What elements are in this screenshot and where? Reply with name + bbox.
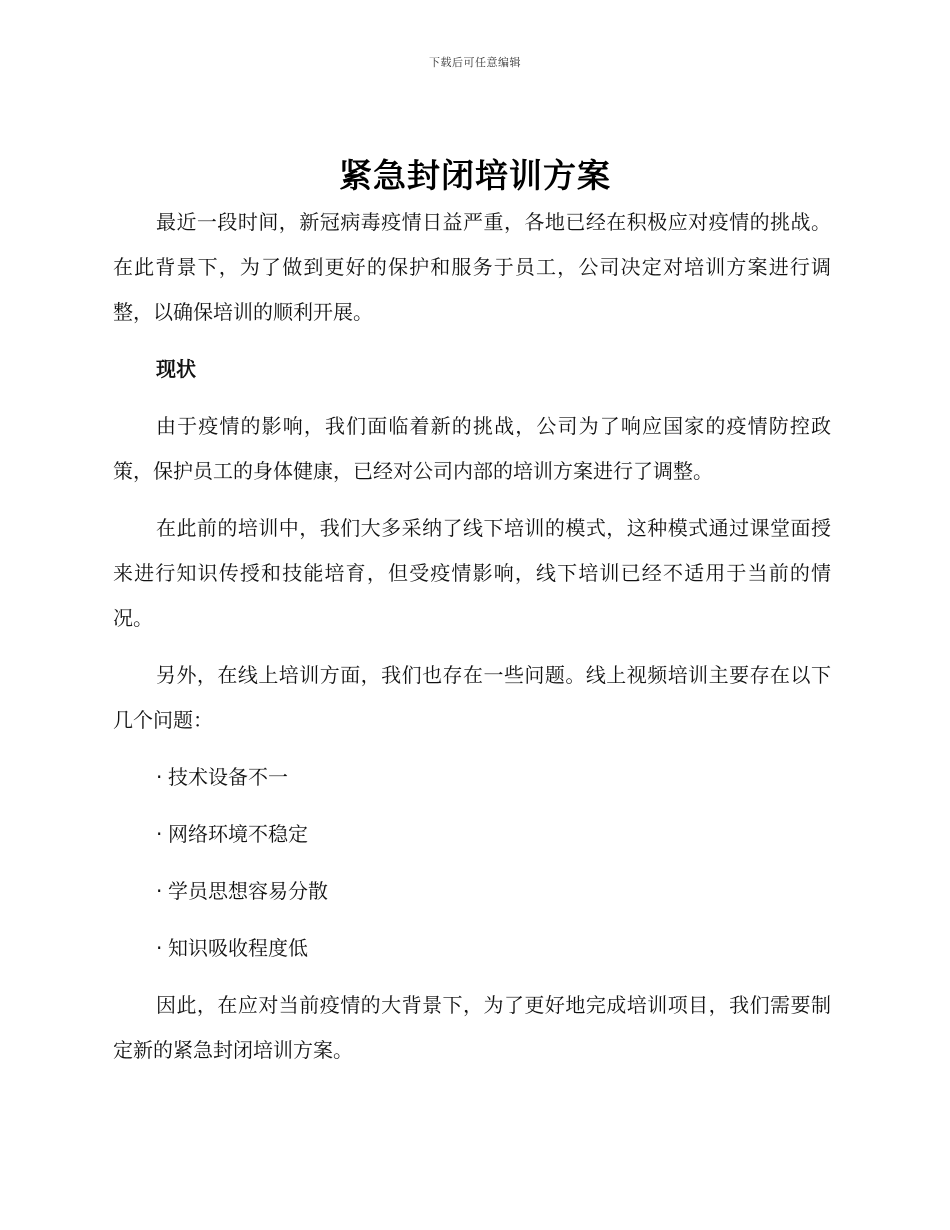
list-item-text: 网络环境不稳定 [168,822,308,846]
header-note: 下载后可任意编辑 [429,56,521,69]
bullet-marker: · [156,822,163,846]
list-item [113,869,831,914]
bullet-marker: · [156,936,163,960]
list-item [113,755,831,800]
list-item [113,812,831,857]
intro-paragraph: 最近一段时间，新冠病毒疫情日益严重，各地已经在积极应对疫情的挑战。在此背景下，为了做到更好的保护和服务于员工，公司决定对培训方案进行调整，以确保培训的顺利开展。 [113,210,831,324]
list-item-text: 学员思想容易分散 [168,879,328,903]
bullet-marker: · [156,765,163,789]
problem-list [113,755,831,971]
status-paragraph-1: 由于疫情的影响，我们面临着新的挑战，公司为了响应国家的疫情防控政策，保护员工的身体健康，已经对公司内部的培训方案进行了调整。 [113,414,831,483]
document-body [113,200,831,1085]
bullet-marker: · [156,879,163,903]
list-item-text: 技术设备不一 [168,765,288,789]
list-item [113,926,831,971]
section-heading-status: 现状 [156,357,196,381]
status-paragraph-2: 在此前的培训中，我们大多采纳了线下培训的模式，这种模式通过课堂面授来进行知识传授和技能培育，但受疫情影响，线下培训已经不适用于当前的情况。 [113,516,831,630]
list-item-text: 知识吸收程度低 [168,936,308,960]
conclusion-paragraph: 因此，在应对当前疫情的大背景下，为了更好地完成培训项目，我们需要制定新的紧急封闭培训方案。 [113,993,831,1062]
status-paragraph-3: 另外，在线上培训方面，我们也存在一些问题。线上视频培训主要存在以下几个问题： [113,663,831,732]
document-title: 紧急封闭培训方案 [339,156,611,195]
